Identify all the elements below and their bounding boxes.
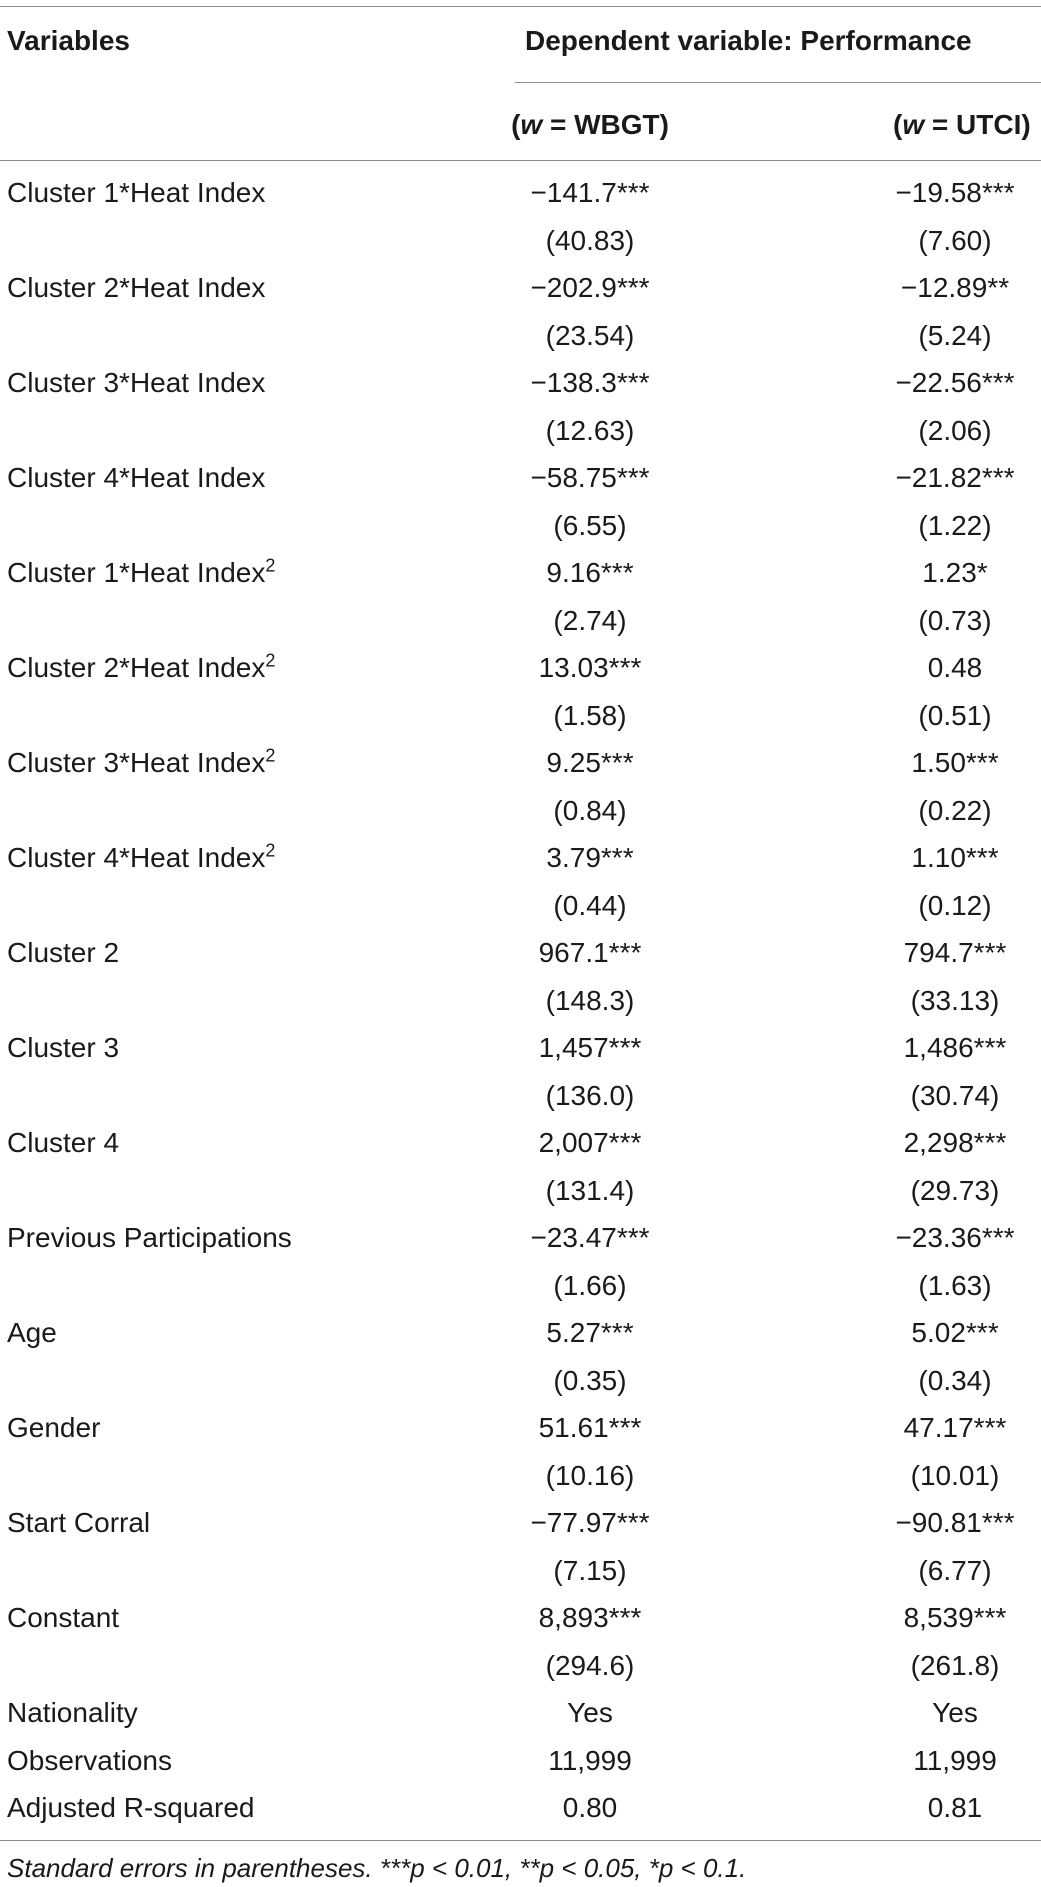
std-error-wbgt: (10.16) bbox=[545, 1459, 635, 1491]
squared-superscript: 2 bbox=[265, 840, 276, 861]
std-error-utci: (261.8) bbox=[910, 1649, 1000, 1681]
coefficient-wbgt: −202.9*** bbox=[530, 272, 650, 303]
std-error-utci: (7.60) bbox=[918, 224, 992, 256]
row-label bbox=[7, 1411, 100, 1445]
row-label-text: Cluster 3 bbox=[7, 1032, 120, 1063]
variables-header: Variables bbox=[7, 25, 130, 56]
coefficient-wbgt: 3.79*** bbox=[546, 842, 634, 873]
coefficient-wbgt: −141.7*** bbox=[530, 177, 650, 208]
coefficient-utci: −22.56*** bbox=[895, 367, 1015, 398]
row-label-text: Cluster 2*Heat Index bbox=[7, 272, 266, 303]
bottom-rule bbox=[0, 1840, 1041, 1841]
row-label bbox=[7, 366, 265, 400]
coefficient-wbgt: 13.03*** bbox=[538, 652, 642, 683]
column-header-utci: (w = UTCI) bbox=[893, 109, 1031, 140]
coefficient-wbgt: 967.1*** bbox=[538, 937, 642, 968]
std-error-wbgt: (1.66) bbox=[553, 1269, 627, 1301]
row-label-text: Previous Participations bbox=[7, 1222, 292, 1253]
std-error-utci: (0.34) bbox=[918, 1364, 992, 1396]
column-header-wbgt-text: = WBGT) bbox=[542, 109, 669, 140]
std-error-wbgt: (6.55) bbox=[553, 509, 627, 541]
row-label bbox=[7, 1506, 150, 1540]
row-label-text: Cluster 3*Heat Index bbox=[7, 367, 266, 398]
coefficient-utci: 794.7*** bbox=[903, 937, 1007, 968]
coefficient-wbgt: 8,893*** bbox=[538, 1602, 642, 1633]
std-error-utci: (0.22) bbox=[918, 794, 992, 826]
std-error-wbgt: (23.54) bbox=[545, 319, 635, 351]
std-error-wbgt: (0.44) bbox=[553, 889, 627, 921]
row-label-text: Cluster 3*Heat Index bbox=[7, 747, 266, 778]
std-error-wbgt: (12.63) bbox=[545, 414, 635, 446]
header-rule bbox=[0, 160, 1041, 161]
squared-superscript: 2 bbox=[265, 555, 276, 576]
row-label bbox=[7, 746, 275, 780]
row-label bbox=[7, 841, 275, 875]
coefficient-utci: −23.36*** bbox=[895, 1222, 1015, 1253]
std-error-wbgt: (0.84) bbox=[553, 794, 627, 826]
row-label-text: Age bbox=[7, 1317, 57, 1348]
summary-label: Nationality bbox=[7, 1697, 138, 1728]
std-error-utci: (29.73) bbox=[910, 1174, 1000, 1206]
std-error-utci: (0.73) bbox=[918, 604, 992, 636]
std-error-wbgt: (7.15) bbox=[553, 1554, 627, 1586]
summary-label: Observations bbox=[7, 1744, 172, 1776]
std-error-utci: (1.63) bbox=[918, 1269, 992, 1301]
summary-utci: 11,999 bbox=[913, 1744, 997, 1776]
coefficient-wbgt: −138.3*** bbox=[530, 367, 650, 398]
row-label-text: Cluster 1*Heat Index bbox=[7, 557, 266, 588]
summary-label: Adjusted R-squared bbox=[7, 1792, 255, 1823]
coefficient-wbgt: 9.25*** bbox=[546, 747, 634, 778]
row-label-text: Cluster 2 bbox=[7, 937, 120, 968]
row-label bbox=[7, 176, 265, 210]
row-label bbox=[7, 1031, 119, 1065]
dependent-variable-header: Dependent variable: Performance bbox=[525, 25, 972, 56]
coefficient-utci: 5.02*** bbox=[911, 1317, 999, 1348]
w-symbol: w bbox=[520, 109, 543, 140]
std-error-wbgt: (148.3) bbox=[545, 984, 635, 1016]
header-sub-rule bbox=[515, 82, 1041, 83]
row-label-text: Cluster 4 bbox=[7, 1127, 120, 1158]
std-error-wbgt: (294.6) bbox=[545, 1649, 635, 1681]
coefficient-wbgt: −77.97*** bbox=[530, 1507, 650, 1538]
row-label bbox=[7, 1126, 119, 1160]
row-label bbox=[7, 1221, 292, 1255]
coefficient-utci: 2,298*** bbox=[903, 1127, 1007, 1158]
row-label bbox=[7, 936, 119, 970]
row-label-text: Cluster 2*Heat Index bbox=[7, 652, 266, 683]
row-label-text: Start Corral bbox=[7, 1507, 151, 1538]
summary-wbgt: 11,999 bbox=[548, 1744, 632, 1776]
row-label bbox=[7, 271, 265, 305]
row-label-text: Cluster 4*Heat Index bbox=[7, 462, 266, 493]
coefficient-utci: 0.48 bbox=[927, 652, 983, 683]
std-error-wbgt: (40.83) bbox=[545, 224, 635, 256]
row-label-text: Cluster 4*Heat Index bbox=[7, 842, 266, 873]
coefficient-wbgt: 9.16*** bbox=[546, 557, 634, 588]
top-rule bbox=[0, 6, 1041, 7]
coefficient-utci: −21.82*** bbox=[895, 462, 1015, 493]
summary-wbgt: 0.80 bbox=[562, 1792, 618, 1823]
coefficient-wbgt: −58.75*** bbox=[530, 462, 650, 493]
column-header-wbgt: (w = WBGT) bbox=[511, 109, 669, 140]
coefficient-utci: 1.50*** bbox=[911, 747, 999, 778]
coefficient-utci: 1,486*** bbox=[903, 1032, 1007, 1063]
coefficient-wbgt: −23.47*** bbox=[530, 1222, 650, 1253]
coefficient-utci: 47.17*** bbox=[903, 1412, 1007, 1443]
summary-utci: 0.81 bbox=[927, 1792, 983, 1823]
coefficient-wbgt: 2,007*** bbox=[538, 1127, 642, 1158]
std-error-utci: (0.12) bbox=[918, 889, 992, 921]
row-label-text: Constant bbox=[7, 1602, 120, 1633]
std-error-wbgt: (131.4) bbox=[545, 1174, 635, 1206]
table-footnote: Standard errors in parentheses. ***p < 0.01, **p < 0.05, *p < 0.1. bbox=[7, 1853, 747, 1883]
coefficient-utci: −19.58*** bbox=[895, 177, 1015, 208]
coefficient-utci: 1.23* bbox=[922, 557, 988, 588]
coefficient-utci: −90.81*** bbox=[895, 1507, 1015, 1538]
std-error-utci: (33.13) bbox=[910, 984, 1000, 1016]
std-error-utci: (30.74) bbox=[910, 1079, 1000, 1111]
std-error-utci: (10.01) bbox=[910, 1459, 1000, 1491]
row-label bbox=[7, 1316, 57, 1350]
std-error-utci: (5.24) bbox=[918, 319, 992, 351]
coefficient-utci: −12.89** bbox=[900, 272, 1010, 303]
std-error-wbgt: (136.0) bbox=[545, 1079, 635, 1111]
coefficient-utci: 1.10*** bbox=[911, 842, 999, 873]
squared-superscript: 2 bbox=[265, 650, 276, 671]
row-label bbox=[7, 556, 275, 590]
row-label-text: Gender bbox=[7, 1412, 101, 1443]
std-error-wbgt: (0.35) bbox=[553, 1364, 627, 1396]
row-label bbox=[7, 651, 275, 685]
w-symbol: w bbox=[902, 109, 925, 140]
std-error-wbgt: (1.58) bbox=[553, 699, 627, 731]
std-error-wbgt: (2.74) bbox=[553, 604, 627, 636]
summary-utci: Yes bbox=[932, 1697, 978, 1728]
row-label bbox=[7, 1601, 119, 1635]
coefficient-wbgt: 1,457*** bbox=[538, 1032, 642, 1063]
summary-wbgt: Yes bbox=[567, 1697, 613, 1728]
row-label-text: Cluster 1*Heat Index bbox=[7, 177, 266, 208]
std-error-utci: (6.77) bbox=[918, 1554, 992, 1586]
squared-superscript: 2 bbox=[265, 745, 276, 766]
coefficient-utci: 8,539*** bbox=[903, 1602, 1007, 1633]
std-error-utci: (2.06) bbox=[918, 414, 992, 446]
std-error-utci: (1.22) bbox=[918, 509, 992, 541]
coefficient-wbgt: 5.27*** bbox=[546, 1317, 634, 1348]
row-label bbox=[7, 461, 265, 495]
std-error-utci: (0.51) bbox=[918, 699, 992, 731]
column-header-utci-text: = UTCI) bbox=[924, 109, 1031, 140]
coefficient-wbgt: 51.61*** bbox=[538, 1412, 642, 1443]
